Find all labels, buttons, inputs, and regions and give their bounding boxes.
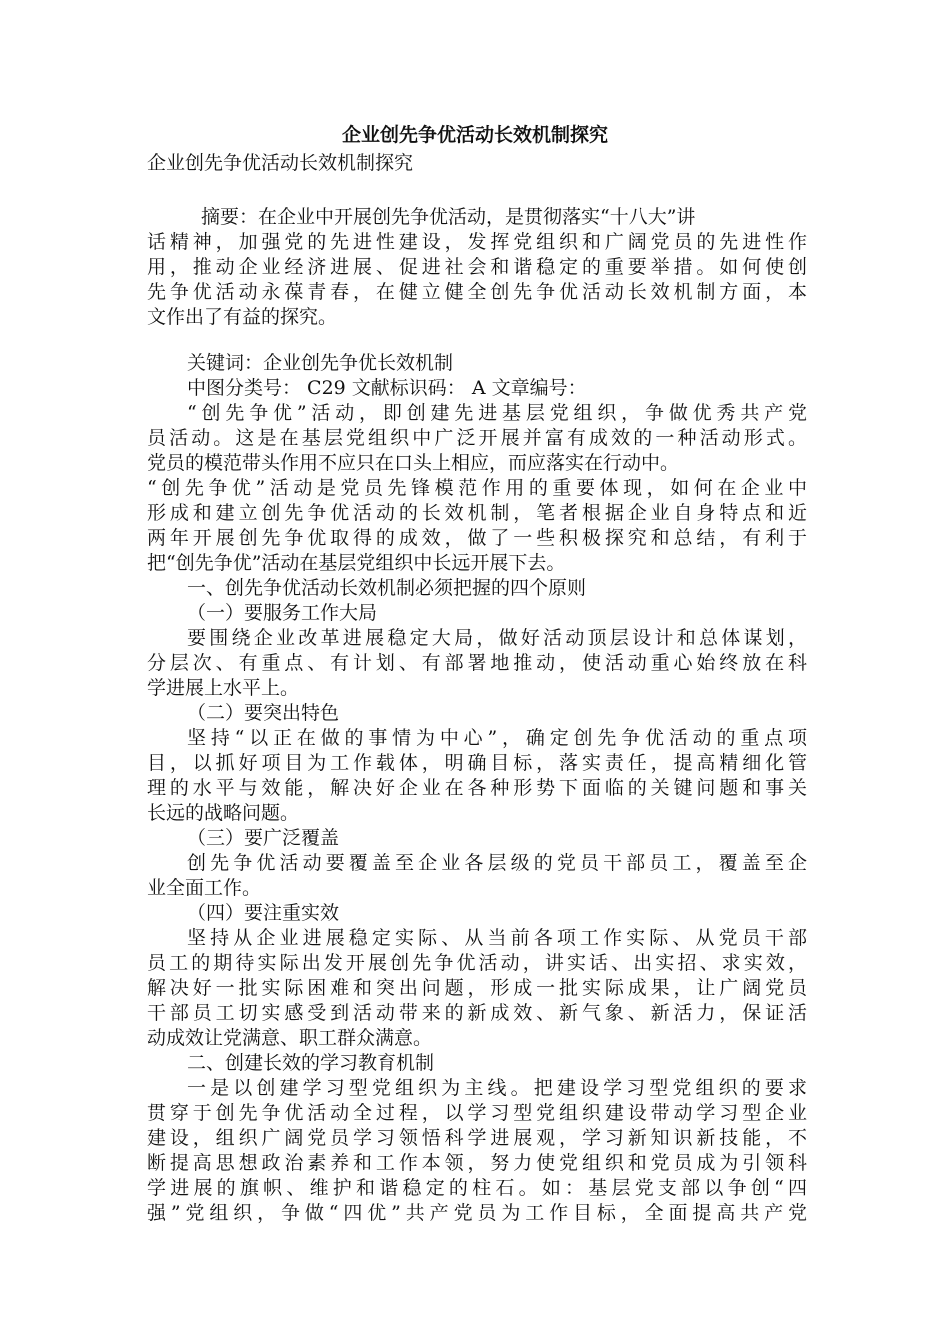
body-line: 目，以抓好项目为工作载体，明确目标，落实责任，提高精细化管	[147, 752, 807, 774]
keywords-line: 关键词：企业创先争优长效机制	[187, 352, 454, 374]
abstract-line: 话精神，加强党的先进性建设，发挥党组织和广阔党员的先进性作	[147, 231, 807, 253]
abstract-line: 先争优活动永葆青春，在健立健全创先争优活动长效机制方面，本	[147, 281, 807, 303]
body-line: 坚持“以正在做的事情为中心”，确定创先争优活动的重点项	[187, 727, 807, 749]
body-line: 学进展上水平上。	[147, 677, 300, 699]
body-line: 学进展的旗帜、维护和谐稳定的柱石。如：基层党支部以争创“四	[147, 1177, 807, 1199]
body-line: 要围绕企业改革进展稳定大局，做好活动顶层设计和总体谋划，	[187, 627, 807, 649]
document-subtitle: 企业创先争优活动长效机制探究	[147, 152, 414, 174]
body-line: 强”党组织，争做“四优”共产党员为工作目标，全面提高共产党	[147, 1202, 807, 1224]
classification-line: 中图分类号： C29 文献标识码： A 文章编号：	[187, 377, 587, 399]
body-line: 党员的模范带头作用不应只在口头上相应，而应落实在行动中。	[147, 452, 680, 474]
body-line: 理的水平与效能，解决好企业在各种形势下面临的关键问题和事关	[147, 777, 807, 799]
body-line: 建设，组织广阔党员学习领悟科学进展观，学习新知识新技能，不	[147, 1127, 807, 1149]
section-heading: 二、创建长效的学习教育机制	[187, 1052, 435, 1074]
body-line: 两年开展创先争优取得的成效，做了一些积极探究和总结，有利于	[147, 527, 807, 549]
body-line: 员活动。这是在基层党组织中广泛开展并富有成效的一种活动形式。	[147, 427, 807, 449]
abstract-line: 文作出了有益的探究。	[147, 306, 338, 328]
body-line: 长远的战略问题。	[147, 802, 300, 824]
body-line: 分层次、有重点、有计划、有部署地推动，使活动重心始终放在科	[147, 652, 807, 674]
document-title: 企业创先争优活动长效机制探究	[341, 124, 608, 146]
body-line: 员工的期待实际出发开展创先争优活动，讲实话、出实招、求实效，	[147, 952, 807, 974]
body-line: 贯穿于创先争优活动全过程，以学习型党组织建设带动学习型企业	[147, 1102, 807, 1124]
body-line: 创先争优活动要覆盖至企业各层级的党员干部员工，覆盖至企	[187, 852, 807, 874]
body-line: 形成和建立创先争优活动的长效机制，笔者根据企业自身特点和近	[147, 502, 807, 524]
body-line: 业全面工作。	[147, 877, 262, 899]
body-line: 动成效让党满意、职工群众满意。	[147, 1027, 433, 1049]
body-line: “创先争优”活动，即创建先进基层党组织，争做优秀共产党	[187, 402, 807, 424]
abstract-line: 摘要：在企业中开展创先争优活动，是贯彻落实“十八大”讲	[201, 206, 696, 228]
body-line: 坚持从企业进展稳定实际、从当前各项工作实际、从党员干部	[187, 927, 807, 949]
body-line: 一是以创建学习型党组织为主线。把建设学习型党组织的要求	[187, 1077, 807, 1099]
body-line: 断提高思想政治素养和工作本领，努力使党组织和党员成为引领科	[147, 1152, 807, 1174]
subsection-heading: （四）要注重实效	[187, 902, 340, 924]
body-line: 干部员工切实感受到活动带来的新成效、新气象、新活力，保证活	[147, 1002, 807, 1024]
section-heading: 一、创先争优活动长效机制必须把握的四个原则	[187, 577, 587, 599]
body-line: 解决好一批实际困难和突出问题，形成一批实际成果，让广阔党员	[147, 977, 807, 999]
subsection-heading: （一）要服务工作大局	[187, 602, 378, 624]
subsection-heading: （二）要突出特色	[187, 702, 340, 724]
subsection-heading: （三）要广泛覆盖	[187, 827, 340, 849]
body-line: 把“创先争优”活动在基层党组织中长远开展下去。	[147, 552, 566, 574]
abstract-line: 用，推动企业经济进展、促进社会和谐稳定的重要举措。如何使创	[147, 256, 807, 278]
body-line: “创先争优”活动是党员先锋模范作用的重要体现，如何在企业中	[147, 477, 807, 499]
